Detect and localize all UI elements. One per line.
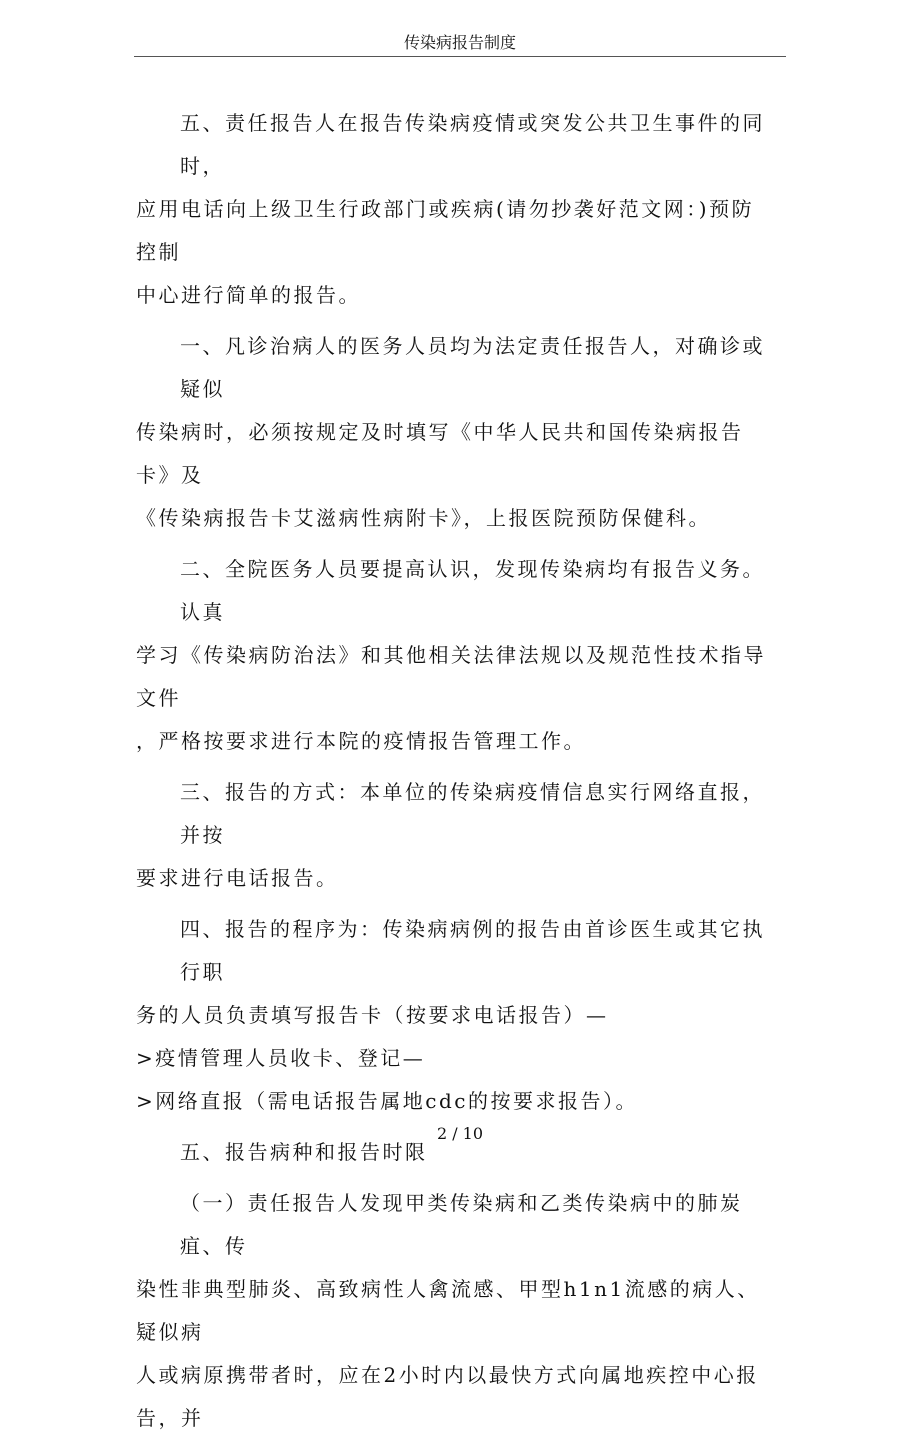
paragraph bbox=[136, 325, 776, 540]
text-line: 人或病原携带者时，应在2小时内以最快方式向属地疾控中心报告，并 bbox=[136, 1363, 759, 1430]
text-line: >疫情管理人员收卡、登记— bbox=[136, 1046, 426, 1070]
text-line: 四、报告的程序为：传染病病例的报告由首诊医生或其它执行职 bbox=[180, 917, 765, 984]
paragraph bbox=[136, 102, 776, 317]
text-line: ，严格按要求进行本院的疫情报告管理工作。 bbox=[136, 729, 586, 753]
text-line: 传染病时，必须按规定及时填写《中华人民共和国传染病报告卡》及 bbox=[136, 420, 744, 487]
text-line: 应用电话向上级卫生行政部门或疾病(请勿抄袭好范文网：)预防控制 bbox=[136, 197, 755, 264]
text-line: 五、报告病种和报告时限 bbox=[180, 1140, 428, 1164]
text-line: 务的人员负责填写报告卡（按要求电话报告）— bbox=[136, 1003, 609, 1027]
text-line: 二、全院医务人员要提高认识，发现传染病均有报告义务。认真 bbox=[180, 557, 765, 624]
text-line: 学习《传染病防治法》和其他相关法律法规以及规范性技术指导文件 bbox=[136, 643, 766, 710]
paragraph bbox=[136, 548, 776, 763]
text-line: （一）责任报告人发现甲类传染病和乙类传染病中的肺炭疽、传 bbox=[180, 1191, 743, 1258]
text-line: >网络直报（需电话报告属地cdc的按要求报告）。 bbox=[136, 1089, 638, 1113]
paragraph bbox=[136, 771, 776, 900]
paragraph bbox=[136, 1182, 776, 1440]
text-line: 《传染病报告卡艾滋病性病附卡》，上报医院预防保健科。 bbox=[136, 506, 711, 530]
paragraph bbox=[136, 908, 776, 1123]
page-header-title: 传染病报告制度 bbox=[403, 33, 516, 52]
text-line: 三、报告的方式：本单位的传染病疫情信息实行网络直报，并按 bbox=[180, 780, 765, 847]
text-line: 染性非典型肺炎、高致病性人禽流感、甲型h1n1流感的病人、疑似病 bbox=[136, 1277, 760, 1344]
page-number: 2 / 10 bbox=[436, 1124, 484, 1143]
header-divider bbox=[134, 56, 786, 57]
text-line: 一、凡诊治病人的医务人员均为法定责任报告人，对确诊或疑似 bbox=[180, 334, 765, 401]
text-line: 五、责任报告人在报告传染病疫情或突发公共卫生事件的同时， bbox=[180, 111, 765, 178]
text-line: 要求进行电话报告。 bbox=[136, 866, 339, 890]
text-line: 中心进行简单的报告。 bbox=[136, 283, 361, 307]
document-body bbox=[136, 102, 776, 1448]
